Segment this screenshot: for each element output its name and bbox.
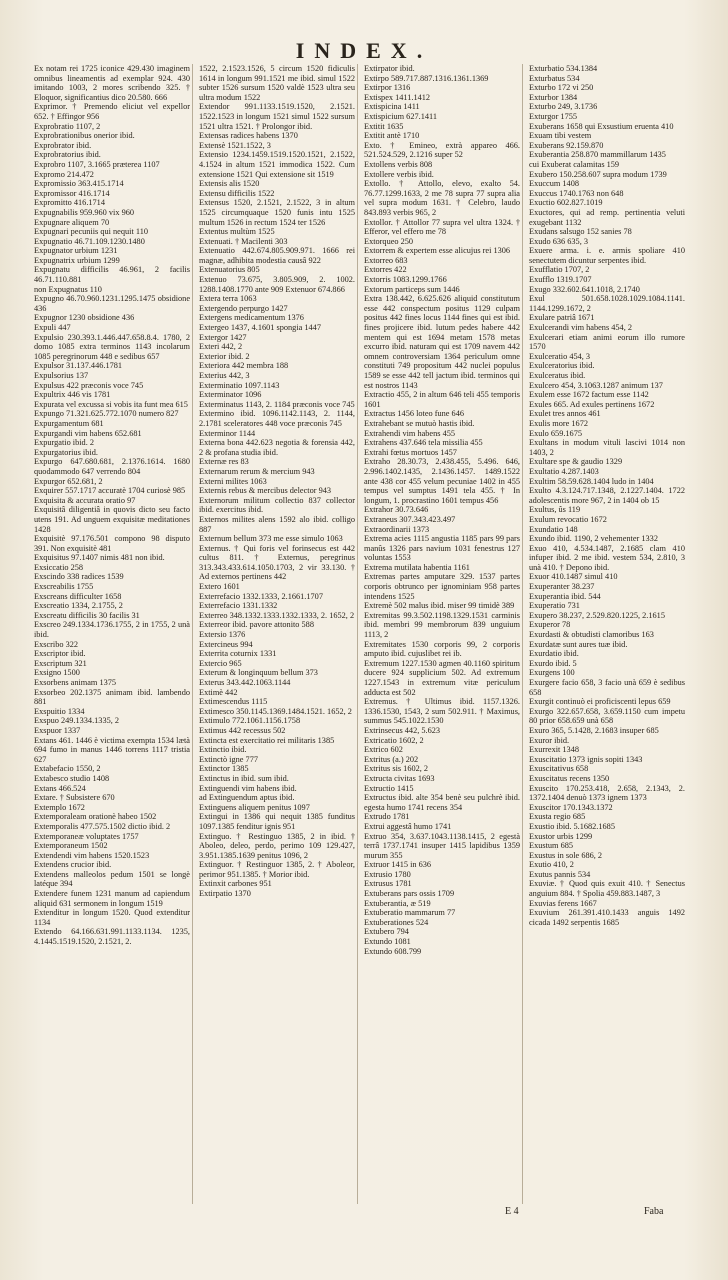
index-entry: Extincta est exercitatio rei militaris 1385 (199, 735, 335, 745)
index-entry: Expromissio 363.415.1714 (34, 179, 124, 189)
index-entry: Exutio 410, 2 (529, 860, 574, 870)
index-entry: Exsorbeo 202.1375 animam ibid. lambendo 881 (34, 687, 190, 707)
index-entry: Exterreo 348.1332.1333.1332.1333, 2. 1652, 2 (199, 610, 355, 620)
index-entry: Extersio 1376 (199, 630, 246, 640)
index-entry: Exscindo 338 radices 1539 (34, 572, 124, 582)
index-entry: Extirpator ibid. (364, 64, 415, 73)
index-entry: Exterior ibid. 2 (199, 351, 250, 361)
index-entry: Extremitates 1530 corporis 99, 2 corporis amputo ibid. cujuslibet rei ib. (364, 639, 520, 659)
index-entry: Exteriora 442 membra 188 (199, 361, 289, 371)
index-entry: Exul 501.658.1028.1029.1084.1141. 1144.1299.1672, 2 (529, 294, 685, 313)
index-entry: Exulo 659.1675 (529, 428, 583, 438)
index-entry: Exuvium 261.391.410.1433 anguis 1492 cicada 1492 serpentis 1685 (529, 908, 685, 927)
index-entry: Exscreatu difficilis 30 facilis 31 (34, 610, 140, 620)
index-entry: Expulsor 31.137.446.1781 (34, 361, 123, 371)
index-entry: Exturbatio 534.1384 (529, 64, 598, 73)
index-entry: Extensu difficilis 1522 (199, 188, 275, 198)
index-entry: Extitit 1635 (364, 121, 404, 131)
index-entry: Exultare spe & gaudio 1329 (529, 457, 623, 467)
index-entry: Ex notam rei 1725 iconice 429.430 imaginem omnibus lineamentis ad exemplar 924. 430 imitando 1003, 2 mores scribendo 325. † Eloquor, significantius dico 20.580. 666 (34, 64, 190, 102)
index-entry: Expromitto 416.1714 (34, 198, 105, 208)
index-entry: Extergens medicamentum 1376 (199, 313, 304, 323)
index-entry: Extemporaneæ voluptates 1757 (34, 831, 139, 841)
index-entry: Extricatio 1602, 2 (364, 735, 424, 745)
index-entry: Extemporaleam orationè habeo 1502 (34, 812, 157, 822)
index-entry: Exuviæ. † Quod quis exuit 410. † Senectus anguium 884. † Spolia 459.883.1487, 3 (529, 879, 685, 899)
index-entry: Exuccum 1408 (529, 179, 580, 189)
index-entry: Extenuatorius 805 (199, 265, 260, 275)
index-entry: Exutus pannis 534 (529, 869, 591, 879)
index-entry: Extuberans pars ossis 1709 (364, 889, 455, 899)
index-entry: Extingui in 1386 qui nequit 1385 funditus 1097.1385 fenditur ignis 951 (199, 812, 355, 831)
index-entry: Extemplo 1672 (34, 802, 85, 812)
index-entry: Extimus 442 recessus 502 (199, 725, 286, 735)
index-entry: Extremus. † Ultimus ibid. 1157.1326. 1336.1530, 1543, 2 sum 502.911. † Maximus, summus 545.1022.1530 (364, 697, 520, 726)
index-entry: Extubero 794 (364, 927, 409, 937)
index-entry: Expugnatio 46.71.109.1230.1480 (34, 236, 145, 246)
index-entry: Exulceratio 454, 3 (529, 351, 591, 361)
index-entry: Extrico 602 (364, 745, 403, 755)
index-entry: Extercio 965 (199, 658, 242, 668)
index-entry: Exundatio 148 (529, 524, 578, 534)
index-entry: Extans 466.524 (34, 783, 86, 793)
index-entry: Exugo 332.602.641.1018, 2.1740 (529, 284, 640, 294)
index-entry: Expromo 214.472 (34, 169, 94, 179)
index-entry: Exulare patriâ 1671 (529, 313, 595, 323)
index-entry: Extitit antè 1710 (364, 131, 420, 141)
index-entry: Exuberans 1658 qui Exsustium eruenta 410 (529, 121, 674, 131)
index-entry: Exuo 410, 4.534.1487, 2.1685 clam 410 infuper ibid. 2 me ibid. vestem 534, 2.810, 3 unà 410. † Depono ibid. (529, 543, 685, 572)
index-entry: Expugnatu difficilis 46.961, 2 facilis 46.71.110.881 (34, 265, 190, 285)
index-entry: Exurdasti & obtudisti clamoribus 163 (529, 630, 654, 640)
index-entry: Extundo 1081 (364, 937, 411, 947)
index-entry: Exquisitè 97.176.501 compono 98 disputo 391. Non exquisitè 481 (34, 534, 190, 553)
index-entry: Extraordinarii 1373 (364, 524, 430, 534)
index-entry: Exsiccatio 258 (34, 562, 84, 572)
index-entry: Exuscitativus 658 (529, 764, 589, 774)
index-columns (32, 64, 687, 1204)
index-entry: Extructa civitas 1693 (364, 773, 435, 783)
index-entry: Exuor 410.1487 simul 410 (529, 572, 618, 582)
index-entry: Expugnabilis 959.960 vix 960 (34, 207, 135, 217)
index-entry: Expurgo 647.680.681, 2.1376.1614. 1680 quodammodo 647 verrendo 804 (34, 457, 190, 476)
index-entry: Exspuo 249.1334.1335, 2 (34, 716, 120, 726)
index-entry: Extispicina 1411 (364, 102, 420, 112)
page-header: INDEX. (295, 38, 433, 63)
index-entry: Expungo 71.321.625.772.1070 numero 827 (34, 409, 179, 419)
index-entry: Exscriptor ibid. (34, 649, 86, 659)
index-entry: Extractio 455, 2 in altum 646 teli 455 temporis 1601 (364, 390, 520, 409)
index-entry: Extirpatio 1370 (199, 889, 251, 899)
index-entry: Exprobratio 1107, 2 (34, 121, 101, 131)
index-entry: Exustum 685 (529, 841, 574, 851)
index-entry: Exulceratus ibid. (529, 371, 586, 380)
index-entry: Extinctò igne 777 (199, 754, 258, 764)
index-entry: Extero 1601 (199, 582, 240, 592)
index-entry: Extuberationes 524 (364, 917, 429, 927)
index-entry: Extensio 1234.1459.1519.1520.1521, 2.1522, 4.1524 in altum 1521 immodica 1522. Cum extensione 1521 Qui extensione sit 1519 (199, 150, 355, 179)
index-entry: Exuror ibid. (529, 735, 570, 745)
index-entry: Exturgor 1755 (529, 111, 578, 121)
index-entry: Exurdatæ sunt aures tuæ ibid. (529, 639, 628, 649)
index-entry: Extendens malleolos pedum 1501 se longè latéque 394 (34, 869, 190, 889)
index-entry: Exterrefacio 1331.1332 (199, 601, 278, 611)
index-entry: Extinguendi vim habens ibid. (199, 783, 297, 793)
index-entry: Extensè 1521.1522, 3 (199, 140, 271, 150)
index-entry: Exturbo 249, 3.1736 (529, 102, 598, 112)
index-entry: Exquirer 557.1717 accuratè 1704 curiosè 985 (34, 486, 186, 496)
index-entry: Exterminator 1096 (199, 390, 262, 400)
index-entry: Extispex 1411.1412 (364, 92, 431, 102)
index-entry: Exuperor 78 (529, 620, 571, 630)
index-entry: Expurgor 652.681, 2 (34, 476, 103, 486)
index-entry: Extentus multùm 1525 (199, 227, 275, 237)
index-entry: Extendens crucior ibid. (34, 860, 112, 870)
index-entry: Extimè 442 (199, 687, 238, 697)
index-entry: Expulsorius 137 (34, 371, 89, 380)
index-entry: Extollere verbis ibid. (364, 169, 434, 179)
index-entry: Exterrita coturnix 1331 (199, 649, 277, 659)
index-entry: Exustor urbis 1299 (529, 831, 593, 841)
index-entry: Externi milites 1063 (199, 476, 267, 486)
index-entry: Expultrix 446 vis 1781 (34, 390, 111, 400)
index-entry: Extensas radices habens 1370 (199, 131, 298, 141)
index-entry: Extrahebant se mutuò hastis ibid. (364, 418, 475, 428)
index-entry: Exuctores, qui ad remp. pertinentia veluti exugebant 1132 (529, 207, 685, 227)
index-entry: Extare. † Subsistere 670 (34, 793, 115, 803)
index-entry: Extraho 28.30.73, 2.438.455, 5.496. 646, 2.996.1402.1435, 2.1436.1457. 1489.1522 ante 438 cor 455 velum pecuniae 1402 in 455 tempus vel sumptus 1491 tela 455. † In longum, 1. procrastino 1601 tempus 456 (364, 457, 520, 505)
index-entry: Extabesco studio 1408 (34, 773, 110, 783)
index-entry: Exurgere facio 658, 3 facio unà 659 è sedibus 658 (529, 678, 685, 697)
index-entry: Extra 138.442, 6.625.626 aliquid constitutum esse 442 conspectum positus 1129 culpam positus 442 fines locus 1144 fines qui est ibid. fines projicere ibid. lutum pedes habere 442 mentem qui est 1694 metam 1578 metas excurro ibid. naturam qui est 1709 navem 442 omnem controversiam 1364 periculum omne constituti 749 propositum 442 nuclei populus 1589 se esse 442 tell jactum ibid. terminos qui est nostros 1143 (364, 294, 520, 390)
index-entry: Extergeo 1437, 4.1601 spongia 1447 (199, 323, 321, 333)
index-entry: Extrinsecus 442, 5.623 (364, 725, 441, 735)
index-entry: Exterminatus 1143, 2. 1184 præconis voce 745 (199, 399, 355, 409)
index-entry: Externus. † Qui foris vel forinsecus est 442 cultus 811. † Externus, peregrinus 313.343.433.614.1050.1703, 2 vir 33.130. † Ad externos pertinens 442 (199, 543, 355, 582)
index-entry: Exprobrationibus onerior ibid. (34, 131, 135, 141)
index-entry: Exturbor 1384 (529, 92, 578, 102)
index-entry: Exterius 442, 3 (199, 371, 250, 380)
index-entry: Exuam tibi vestem (529, 131, 592, 141)
index-entry: Exules 665. Ad exules pertinens 1672 (529, 399, 655, 409)
index-entry: Extinguo. † Restinguo 1385, 2 in ibid. † Aboleo, deleo, perdo, perimo 109 129.427, 3.951.1385.1639 penitus 1096, 2 (199, 831, 355, 860)
index-entry: Extorqueo 250 (364, 236, 414, 246)
index-entry: Expurata vel excussa si vobis ita funt mea 615 (34, 399, 188, 409)
index-entry: Extimesco 350.1145.1369.1484.1521. 1652, 2 (199, 706, 352, 716)
index-entry: Extrema acies 1115 angustia 1185 pars 99 pars manûs 1326 pars navium 1031 fenestrus 127 voluntas 1553 (364, 534, 520, 563)
index-entry: Exuro 365, 5.1428, 2.1683 insuper 685 (529, 725, 659, 735)
index-entry: Exuperanter 38.237 (529, 582, 595, 592)
index-entry: Extremum 1227.1530 agmen 40.1160 spiritum ducere 924 supplicium 502. Ad extremum 1227.1543 in extremum vitæ periculum adducta est 502 (364, 658, 520, 697)
index-entry: Extenditur in longum 1520. Quod extenditur 1134 (34, 908, 190, 927)
index-column-2 (197, 64, 358, 1204)
index-entry: Extraneus 307.343.423.497 (364, 514, 456, 524)
index-entry: non Expugnatus 110 (34, 284, 102, 294)
index-entry: Exprobrator ibid. (34, 140, 92, 150)
index-entry: Expugnatrix urbium 1299 (34, 255, 120, 265)
index-entry: Exudans salsugo 152 sanies 78 (529, 227, 632, 237)
index-entry: Extensus 1520, 2.1521, 2.1522, 3 in altum 1525 circumquaque 1520 funis intu 1525 multum 1526 in rectum 1524 ter 1526 (199, 198, 355, 227)
index-entry: Exurdo ibid. 5 (529, 658, 577, 668)
index-entry: Extorreo 683 (364, 255, 408, 265)
index-entry: Extrui aggestâ humo 1741 (364, 821, 452, 831)
index-entry: cui Exuberat calamitas 159 (529, 159, 620, 169)
index-entry: Extemporaneum 1502 (34, 841, 108, 851)
index-entry: Extritus sis 1602, 2 (364, 764, 429, 774)
index-entry: Extundo 608.799 (364, 946, 422, 956)
index-entry: Extendere funem 1231 manum ad capiendum aliquid 631 sermonem in longum 1519 (34, 889, 190, 908)
index-entry: Exterum & longinquum bellum 373 (199, 668, 318, 678)
index-entry: Expurgatorius ibid. (34, 447, 98, 457)
index-entry: Extinctio ibid. (199, 745, 247, 755)
index-entry: Externarum rerum & mercium 943 (199, 466, 315, 476)
index-entry: Extirpor 1316 (364, 83, 411, 93)
index-entry: Exusta regio 685 (529, 812, 586, 822)
index-entry: Extrahens 437.646 tela missilia 455 (364, 438, 483, 448)
index-entry: Exscribo 322 (34, 639, 79, 649)
index-entry: Extremè 502 malus ibid. miser 99 timidè 389 (364, 601, 515, 611)
index-entry: Extenuo 73.675, 3.805.909, 2. 1002. 1288.1408.1770 ante 909 Extenuor 674.866 (199, 275, 355, 294)
index-entry: Exquisita & accurata oratio 97 (34, 495, 136, 505)
index-entry: Extendo 64.166.631.991.1133.1134. 1235, 4.1445.1519.1520, 2.1521, 2. (34, 927, 190, 947)
index-entry: Extruor 1415 in 636 (364, 860, 432, 870)
index-column-4 (527, 64, 687, 1204)
index-entry: Exurgens 100 (529, 668, 575, 678)
index-entry: Extergor 1427 (199, 332, 247, 342)
index-entry: Expuli 447 (34, 323, 71, 333)
index-entry: Expugno 46.70.960.1231.1295.1475 obsidione 436 (34, 294, 190, 313)
index-entry: Expurgamentum 681 (34, 418, 104, 428)
index-entry: Exulem esse 1672 factum esse 1142 (529, 390, 649, 400)
index-entry: Exuberantia 258.870 mammillarum 1435 (529, 150, 666, 160)
index-entry: Exspuor 1337 (34, 725, 81, 735)
catchword: Faba (644, 1206, 664, 1217)
index-entry: Extimulo 772.1061.1156.1758 (199, 716, 301, 726)
index-entry: ad Extinguendum aptus ibid. (199, 793, 295, 803)
index-entry: Exuscitatio 1373 ignis sopiti 1343 (529, 754, 643, 764)
index-entry: Exufflatio 1707, 2 (529, 265, 590, 275)
index-entry: Exto. † Emineo, extrà appareo 466. 521.524.529, 2.1216 super 52 (364, 140, 520, 160)
index-entry: Extollo. † Attollo, elevo, exalto 54. 76.77.1299.1633, 2 me 78 supra 77 supra alia vel supra modum 1631. † Celebro, laudo 843.893 verbis 965, 2 (364, 179, 520, 217)
index-entry: Exulet tres annos 461 (529, 409, 601, 419)
index-entry: Externis rebus & mercibus delector 943 (199, 486, 332, 496)
index-entry: Extorrem & expertem esse alicujus rei 1306 (364, 246, 511, 256)
index-entry: Exurgo 322.657.658, 3.659.1150 cum impetu 80 prior 658.659 unà 658 (529, 706, 685, 726)
index-entry: Exterrefacio 1332.1333, 2.1661.1707 (199, 591, 323, 601)
index-entry: Externos milites alens 1592 alo ibid. colligo 887 (199, 514, 355, 534)
index-entry: Exurdatio ibid. (529, 649, 579, 659)
index-entry: Extorum particeps sum 1446 (364, 284, 460, 294)
index-entry: Extrudo 1781 (364, 812, 410, 822)
index-entry: Exubero 150.258.607 supra modum 1739 (529, 169, 667, 179)
index-entry: Exuscito 170.253.418, 2.658, 2.1343, 2. 1372.1404 denuò 1373 ignem 1373 (529, 783, 685, 803)
index-entry: Exuperatio 731 (529, 601, 580, 611)
index-entry: Extirpo 589.717.887.1316.1361.1369 (364, 73, 489, 83)
index-entry: Extrema mutilata habentia 1161 (364, 562, 470, 572)
index-entry: Exuere arma. i. e. armis spoliare 410 senectutem dicuntur serpentes ibid. (529, 246, 685, 265)
index-entry: Exprobratorius ibid. (34, 150, 101, 160)
index-entry: Extremitas 99.3.502.1198.1329.1531 carminis ibid. membri 99 membrorum 839 unguium 1113, 2 (364, 610, 520, 640)
index-entry: Extinxit carbones 951 (199, 879, 272, 889)
index-entry: Extollens verbis 808 (364, 159, 433, 169)
index-entry: Exscreans difficulter 1658 (34, 591, 122, 601)
index-entry: Exquisitâ diligentiâ in quovis dicto seu facto utens 191. Ad unguem exquisitæ meditationes 1428 (34, 505, 190, 534)
index-entry: Extermino ibid. 1096.1142.1143, 2. 1144, 2.1781 sceleratores 448 voce præconis 745 (199, 409, 355, 428)
index-entry: Extimescendus 1115 (199, 697, 268, 707)
index-entry: Extispicium 627.1411 (364, 111, 437, 121)
index-entry: Extructus ibid. alte 354 benè seu pulchrè ibid. egesta humo 1741 recens 354 (364, 793, 520, 812)
index-entry: Extinguens aliquem penitus 1097 (199, 802, 310, 812)
index-entry: Expurgatio ibid. 2 (34, 438, 94, 448)
index-entry: Extritus (a.) 202 (364, 754, 419, 764)
index-entry: Exuberans 92.159.870 (529, 140, 604, 150)
index-entry: Extuberatio mammarum 77 (364, 908, 456, 918)
index-column-3 (362, 64, 523, 1204)
index-entry: Extuberantia, æ 519 (364, 898, 431, 908)
index-entry: Exurgit continuò ei proficiscenti lepus 659 (529, 697, 671, 707)
index-entry: Exurrexit 1348 (529, 745, 580, 755)
index-entry: Extorris 1083.1299.1766 (364, 275, 447, 285)
index-entry: Extenuati. † Macilenti 303 (199, 236, 288, 246)
index-entry: Exturbatus 534 (529, 73, 580, 83)
index-entry: Extollor. † Attollor 77 supra vel ultra 1324. † Efferor, vel effero me 78 (364, 217, 520, 237)
index-entry: Extractus 1456 loteo fune 646 (364, 409, 465, 419)
index-entry: Exulcerari etiam animi eorum illo rumore 1570 (529, 332, 685, 352)
index-entry: Extinctor 1385 (199, 764, 249, 774)
index-entry: Exterminor 1144 (199, 428, 256, 438)
index-entry: Exterreor ibid. pavore attonito 588 (199, 620, 314, 630)
index-entry: Extrahor 30.73.646 (364, 505, 429, 515)
index-entry: Externæ res 83 (199, 457, 249, 467)
index-entry: Exustus in sole 686, 2 (529, 850, 603, 860)
index-entry: Exscreabilis 1755 (34, 582, 94, 592)
index-entry: Exultatio 4.287.1403 (529, 466, 599, 476)
index-entry: Exscreatio 1334, 2.1755, 2 (34, 601, 123, 611)
index-entry: Exuscitor 170.1343.1372 (529, 802, 613, 812)
index-entry: Externorum militum collectio 837 collector ibid. exercitus ibid. (199, 495, 355, 515)
index-entry: Extercineus 994 (199, 639, 253, 649)
index-entry: Extenuatio 442.674.805.909.971. 1666 rei magnæ, adhibita modestia causâ 922 (199, 246, 355, 265)
index-entry: Externa bona 442.623 negotia & forensia 442, 2 & profana studia ibid. (199, 438, 355, 457)
index-entry: Extrusus 1781 (364, 879, 412, 889)
signature-mark: E 4 (505, 1206, 519, 1217)
index-entry: Exscreo 249.1334.1736.1755, 2 in 1755, 2 unà ibid. (34, 620, 190, 640)
index-entry: Exuvias ferens 1667 (529, 898, 597, 908)
index-entry: Expugnari pecuniis qui nequit 110 (34, 227, 148, 237)
index-entry: Exspuitio 1334 (34, 706, 85, 716)
index-entry: Extructio 1415 (364, 783, 414, 793)
index-entry: Extergendo perpurgo 1427 (199, 303, 288, 313)
index-entry: Exudo 636 635, 3 (529, 236, 588, 246)
index-entry: Extabefacio 1550, 2 (34, 764, 101, 774)
index-entry: Exulto 4.3.124.717.1348, 2.1227.1404. 1722 adolescentis more 967, 2 in 1404 ob 15 (529, 486, 685, 505)
index-entry: Exsorbens animam 1375 (34, 678, 117, 687)
index-entry: Exulceratorius ibid. (529, 361, 595, 371)
index-entry: Exuctio 602.827.1019 (529, 198, 603, 208)
index-entry: Externum bellum 373 me esse simulo 1063 (199, 534, 343, 544)
index-entry: Exustio ibid. 5.1682.1685 (529, 821, 615, 831)
index-entry: Extrusio 1780 (364, 869, 411, 879)
index-entry: Exterminatio 1097.1143 (199, 380, 280, 390)
index-entry: Exupero 38.237, 2.529.820.1225, 2.1615 (529, 610, 665, 620)
index-entry: Exuperantia ibid. 544 (529, 591, 601, 601)
index-entry: Extera terra 1063 (199, 294, 257, 304)
index-entry: Expulsio 230.393.1.446.447.658.8.4. 1780, 2 domo 1085 extra terminos 1143 incolarum 1085 peregrinorum 448 e sedibus 657 (34, 332, 190, 361)
index-entry: Extremas partes amputare 329. 1537 partes corporis obtrunco per ignominiam 958 partes intendens 1525 (364, 572, 520, 601)
index-entry: Exulcerandi vim habens 454, 2 (529, 323, 632, 333)
index-entry: Exulcero 454, 3.1063.1287 animum 137 (529, 380, 663, 390)
index-entry: Exprobro 1107, 3.1665 præterea 1107 (34, 159, 160, 169)
index-entry: 1522, 2.1523.1526, 5 circum 1520 fidiculis 1614 in longum 991.1521 me ibid. simul 1522 subter 1526 sursum 1520 valdè 1523 ultra seu ultra modum 1522 (199, 64, 355, 102)
index-entry: Exsigno 1500 (34, 668, 80, 678)
index-entry: Extendendi vim habens 1520.1523 (34, 850, 150, 860)
index-entry: Exulis more 1672 (529, 418, 588, 428)
index-entry: Exuccus 1740.1763 non 648 (529, 188, 624, 198)
index-entry: Extemporalis 477.575.1502 dictio ibid. 2 (34, 821, 171, 831)
index-entry: Exultans in modum vituli lascivi 1014 non 1403, 2 (529, 438, 685, 457)
index-entry: Exuscitatus recens 1350 (529, 773, 610, 783)
index-entry: Exufflo 1319.1707 (529, 275, 592, 285)
index-entry: Exquisitus 97.1407 nimis 481 non ibid. (34, 553, 165, 563)
index-entry: Extruo 354, 3.637.1043.1138.1415, 2 egestà terrâ 1737.1741 insuper 1415 lapidibus 1359 murum 355 (364, 831, 520, 860)
index-entry: Expromissor 416.1714 (34, 188, 110, 198)
index-entry: Exteri 442, 2 (199, 342, 243, 352)
index-entry: Extensis alis 1520 (199, 179, 260, 189)
index-entry: Exultim 58.59.628.1404 ludo in 1404 (529, 476, 654, 486)
index-entry: Exultus, ûs 119 (529, 505, 581, 515)
index-entry: Extinctus in ibid. sum ibid. (199, 773, 289, 783)
index-entry: Extrahendi vim habens 455 (364, 428, 456, 438)
index-entry: Extendor 991.1133.1519.1520, 2.1521. 1522.1523 in longum 1521 simul 1522 sursum 1521 ultra 1521. † Prolongor ibid. (199, 102, 355, 131)
index-entry: Exprimor. † Premendo eliciut vel expellor 652. † Effingor 956 (34, 102, 190, 121)
index-entry: Expugnator urbium 1231 (34, 246, 118, 256)
index-entry: Expugnor 1230 obsidione 436 (34, 313, 135, 323)
index-entry: Exscriptum 321 (34, 658, 87, 668)
index-entry: Expulsus 422 præconis voce 745 (34, 380, 144, 390)
index-entry: Exturbo 172 vi 250 (529, 83, 594, 93)
index-entry: Exterus 343.442.1063.1144 (199, 678, 291, 687)
index-entry: Extans 461. 1446 è victima exempta 1534 lætà 694 fumo in manus 1446 torrens 1117 tristia 627 (34, 735, 190, 764)
index-entry: Exulum revocatio 1672 (529, 514, 607, 524)
index-column-1 (32, 64, 193, 1204)
index-entry: Expurgandi vim habens 652.681 (34, 428, 142, 438)
index-entry: Extorres 422 (364, 265, 407, 275)
index-entry: Extinguor. † Restinguor 1385, 2. † Aboleor, perimor 951.1385. † Morior ibid. (199, 860, 355, 879)
index-entry: Extrahi fœtus mortuos 1457 (364, 447, 457, 457)
index-entry: Expugnare aliquem 70 (34, 217, 110, 227)
index-entry: Exundo ibid. 1190, 2 vehementer 1332 (529, 534, 658, 544)
